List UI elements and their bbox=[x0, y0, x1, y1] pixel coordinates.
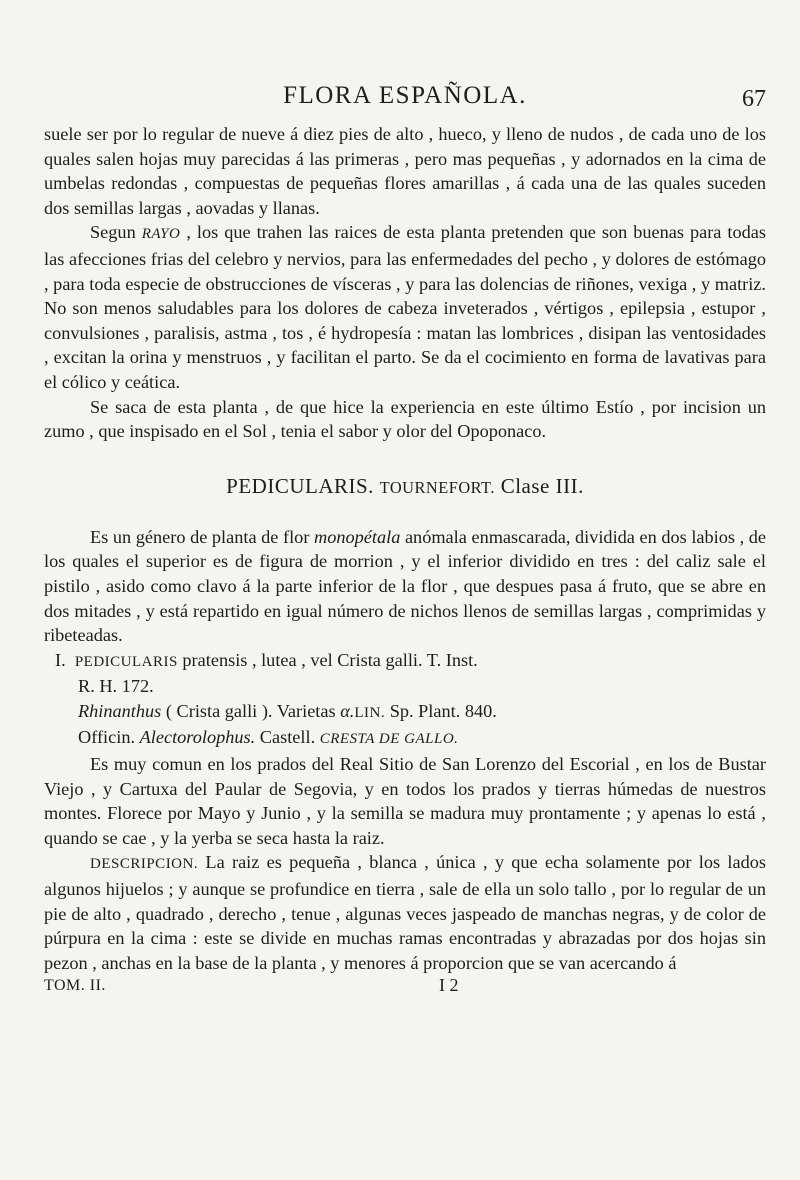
species-line-3 bbox=[78, 699, 766, 726]
description-label: DESCRIPCION. bbox=[90, 856, 199, 873]
book-page bbox=[44, 82, 766, 1001]
running-head bbox=[44, 82, 766, 122]
officinal-name: Alectorolophus. bbox=[139, 727, 256, 748]
section-class: Clase III. bbox=[500, 473, 584, 498]
paragraph-juice-extraction: Se saca de esta planta , de que hice la experiencia en este último Estío , por incision un zumo , que inspisado en el Sol , tenia el sabor y olor del Opoponaco. bbox=[44, 396, 766, 442]
paragraph-text: anómala enmascarada, dividida en dos labios , de los quales el superior es de figura de morrion , y el inferior dividido en tres : del caliz sale el pistilo , asido como clavo á la parte inferior de la flor , que despues pasa á fruto, que se abre en dos mitades , y está repartido en igual número de nichos llenos de semillas largas , comprimidas y ribeteadas. bbox=[44, 526, 766, 646]
description-text: La raiz es pequeña , blanca , única , y que echa solamente por los lados algunos hijuelos ; y aunque se profundice en tierra , sale de ella un solo tallo , por lo regular de un pie de alto , quadrado , derecho , tenue , algunas veces jaspeado de manchas negras, y de color de púrpura en la cima : este se divide en muchas ramas encontradas y abrazadas por dos hojas sin pezon , anchas en la base de la planta , y menores á proporcion que se van acercando á bbox=[44, 852, 766, 973]
section-heading bbox=[44, 474, 766, 499]
synonym-genus: Rhinanthus bbox=[78, 700, 162, 721]
genus-name: PEDICULARIS. bbox=[226, 473, 374, 498]
signature-mark: I 2 bbox=[439, 975, 459, 996]
paragraph-medicinal-uses bbox=[44, 220, 766, 394]
author-name: RAYO bbox=[141, 226, 181, 243]
paragraph-plant-description: suele ser por lo regular de nueve á diez pies de alto , hueco, y lleno de nudos , de cada uno de los quales salen hojas muy parecidas á las primeras , pero mas pequeñas , y adornados en la cima de umbelas redondas , compuestas de pequeñas flores amarillas , á cada una de las quales suceden dos semillas largas , aovadas y llanas. bbox=[44, 124, 766, 218]
species-number: I. bbox=[55, 649, 66, 670]
running-title: FLORA ESPAÑOLA. bbox=[283, 82, 527, 109]
species-entry bbox=[44, 648, 766, 752]
botanical-term: monopétala bbox=[314, 526, 401, 547]
species-name: PEDICULARIS bbox=[74, 653, 178, 670]
paragraph-habitat: Es muy comun en los prados del Real Sitio de San Lorenzo del Escorial , en los de Bustar Viejo , y Cartuxa del Paular de Segovia, y en todos los prados y tierras húmedas de nuestros montes. Florece por Mayo y Junio , y la semilla se madura muy prontamente ; y apenas lo está , quando se cae , y la yerba se seca hasta la raiz. bbox=[44, 754, 766, 848]
species-synonym: pratensis , lutea , vel Crista galli. T. Inst. bbox=[182, 649, 478, 670]
linnaeus-ref: Sp. Plant. 840. bbox=[389, 700, 497, 721]
paragraph-text: Segun bbox=[90, 222, 136, 243]
species-line-2: R. H. 172. bbox=[78, 676, 154, 697]
linnaeus-abbr: LIN. bbox=[354, 704, 386, 721]
vernacular-name: CRESTA DE GALLO. bbox=[319, 731, 459, 748]
paragraph-text: , los que trahen las raices de esta planta pretenden que son buenas para todas las afecciones frias del celebro y nervios, para las enfermedades del pecho , y dolores de estómago , para toda especie de obstrucciones de vísceras , y para las dolencias de riñones, vexiga , y matriz. No son menos saludables para los dolores de cabeza inveterados , vértigos , epilepsia , estupor , convulsiones , paralisis, astma , tos , é hydropesía : matan las lombrices , disipan las ventosidades , excitan la orina y menstruos , y facilitan el parto. Se da el cocimiento en forma de lavativas para el cólico y ceática. bbox=[44, 222, 766, 392]
volume-label: TOM. II. bbox=[44, 977, 106, 995]
page-number: 67 bbox=[742, 86, 766, 112]
paragraph-text: Es un género de planta de flor bbox=[90, 526, 310, 547]
section-author: TOURNEFORT. bbox=[379, 477, 495, 497]
page-footer bbox=[44, 975, 766, 1001]
officinal-label: Officin. bbox=[78, 727, 136, 748]
castell-ref: Castell. bbox=[259, 727, 316, 748]
variety-letter: α. bbox=[340, 700, 355, 721]
species-line-4 bbox=[78, 725, 766, 752]
species-line-1 bbox=[44, 648, 766, 675]
synonym-text: ( Crista galli ). Varietas bbox=[165, 700, 336, 721]
paragraph-genus-description bbox=[44, 525, 766, 648]
paragraph-description bbox=[44, 850, 766, 975]
